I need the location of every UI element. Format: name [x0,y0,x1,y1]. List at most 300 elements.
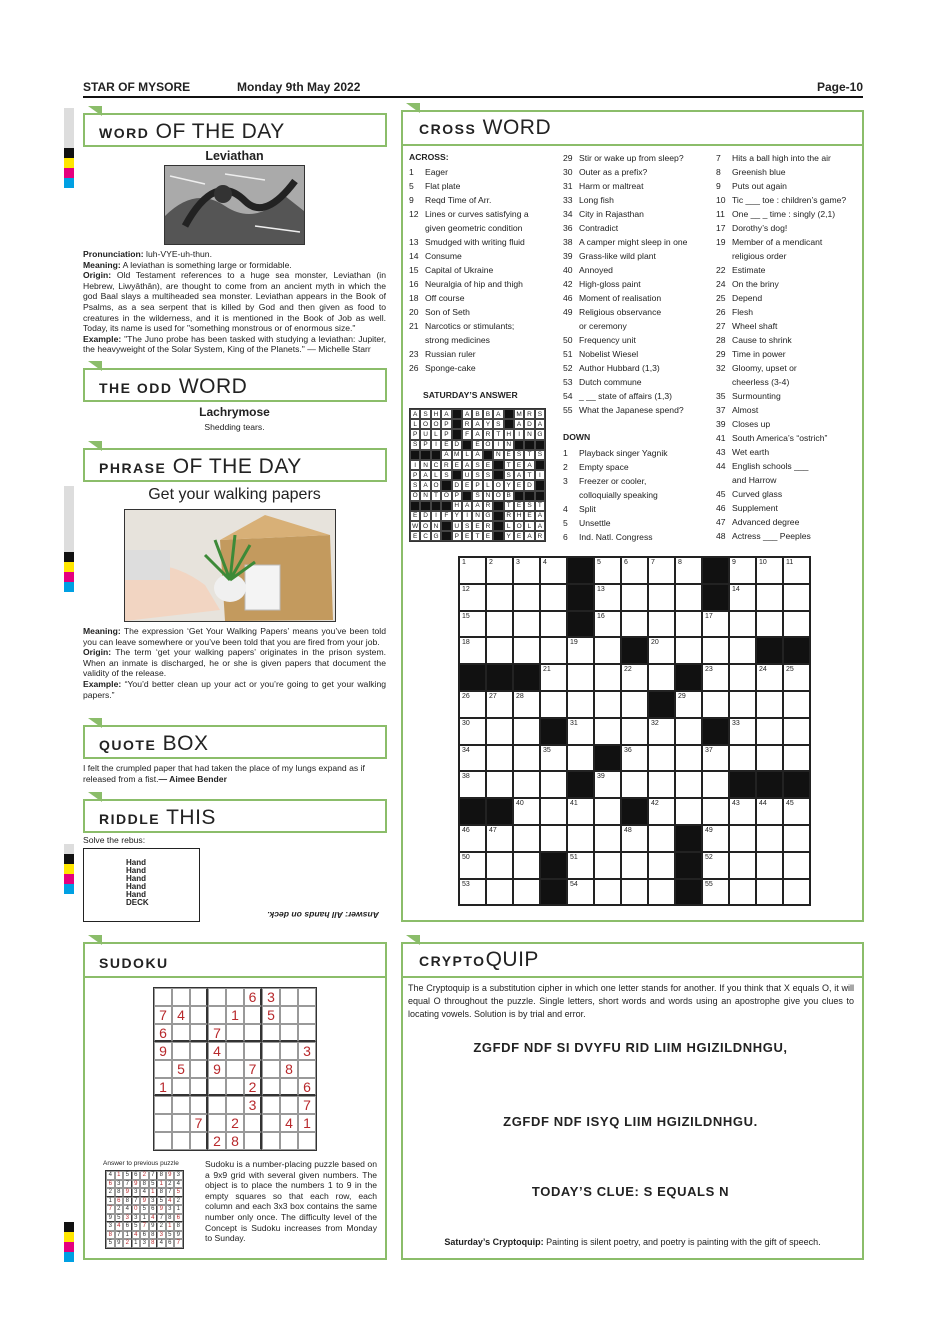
sudoku-cell[interactable]: 7 [244,1060,262,1078]
crossword-cell[interactable] [675,745,702,772]
previous-answer-cell: 5 [166,1231,175,1240]
crossword-cell[interactable] [648,879,675,906]
sudoku-cell[interactable] [262,1078,280,1096]
crossword-cell[interactable]: 11 [783,557,810,584]
answer-cell: P [441,429,451,439]
crossword-cell[interactable]: 15 [459,611,486,638]
crossword-cell[interactable]: 53 [459,879,486,906]
sudoku-cell[interactable] [154,1114,172,1132]
sudoku-cell[interactable]: 7 [154,1006,172,1024]
previous-answer-cell: 1 [115,1171,124,1180]
crossword-cell[interactable] [513,852,540,879]
sudoku-cell[interactable] [262,1042,280,1060]
answer-cell [441,501,451,511]
answer-cell: C [420,531,430,541]
crossword-cell[interactable]: 17 [702,611,729,638]
sudoku-cell[interactable]: 5 [262,1006,280,1024]
sudoku-cell[interactable] [208,1078,226,1096]
cryptoquip-title: CRYPTOQUIP [419,948,539,971]
crossword-cell[interactable] [621,879,648,906]
answer-cell: S [441,470,451,480]
sudoku-cell[interactable] [280,988,298,1006]
crossword-cell[interactable]: 19 [567,637,594,664]
previous-answer-cell: 7 [132,1197,141,1206]
crossword-cell[interactable]: 26 [459,691,486,718]
sudoku-cell[interactable]: 7 [298,1096,316,1114]
crossword-cell[interactable] [648,771,675,798]
crossword-cell[interactable] [486,584,513,611]
crossword-cell[interactable] [729,637,756,664]
crossword-cell[interactable] [675,771,702,798]
answer-cell: A [472,450,482,460]
crossword-cell[interactable]: 51 [567,852,594,879]
crossword-cell[interactable] [756,879,783,906]
sudoku-cell[interactable] [298,1006,316,1024]
crossword-cell[interactable] [783,879,810,906]
clue: 15 Capital of Ukraine [409,265,494,275]
answer-cell: N [524,429,534,439]
crossword-cell[interactable]: 37 [702,745,729,772]
odd-word-title: THE ODD WORD [99,375,248,398]
crossword-cell[interactable] [783,718,810,745]
sudoku-cell[interactable]: 8 [226,1132,244,1150]
sudoku-cell[interactable] [208,988,226,1006]
crossword-cell[interactable]: 25 [783,664,810,691]
crossword-cell[interactable] [756,691,783,718]
answer-cell: H [514,511,524,521]
sudoku-cell[interactable]: 4 [172,1006,190,1024]
sudoku-cell[interactable] [262,1096,280,1114]
crossword-cell[interactable] [486,879,513,906]
sudoku-cell[interactable] [190,1132,208,1150]
crossword-cell[interactable]: 13 [594,584,621,611]
phrase-text: Get your walking papers [148,486,321,503]
crossword-cell[interactable] [756,584,783,611]
sudoku-cell[interactable] [190,1042,208,1060]
answer-cell: Y [504,531,514,541]
crossword-cell[interactable]: 49 [702,825,729,852]
answer-cell: A [535,521,545,531]
crossword-cell[interactable] [621,611,648,638]
sudoku-cell[interactable]: 1 [154,1078,172,1096]
crossword-cell[interactable] [729,879,756,906]
answer-cell [535,460,545,470]
previous-answer-cell: 7 [166,1188,175,1197]
crossword-cell[interactable] [648,825,675,852]
answer-cell [504,409,514,419]
crossword-cell[interactable] [513,718,540,745]
crossword-cell[interactable] [594,664,621,691]
crossword-cell[interactable]: 31 [567,718,594,745]
answer-cell: A [493,409,503,419]
crossword-cell[interactable]: 10 [756,557,783,584]
sudoku-cell[interactable] [298,1132,316,1150]
crossword-cell[interactable] [702,637,729,664]
crossword-cell[interactable] [486,718,513,745]
sudoku-cell[interactable] [190,1024,208,1042]
crossword-cell[interactable] [783,584,810,611]
answer-cell: U [420,429,430,439]
crossword-cell[interactable]: 7 [648,557,675,584]
crossword-cell[interactable] [486,611,513,638]
crossword-cell[interactable] [702,771,729,798]
crossword-cell[interactable] [729,852,756,879]
crossword-cell[interactable] [513,879,540,906]
sudoku-cell[interactable]: 7 [190,1114,208,1132]
crossword-cell[interactable] [513,611,540,638]
sudoku-cell[interactable] [244,1114,262,1132]
crossword-cell[interactable] [675,718,702,745]
crossword-cell[interactable]: 30 [459,718,486,745]
crossword-cell[interactable]: 38 [459,771,486,798]
sudoku-cell[interactable] [190,1096,208,1114]
crossword-cell[interactable] [729,664,756,691]
sudoku-cell[interactable] [226,988,244,1006]
crossword-cell[interactable] [513,745,540,772]
cryptoquip-title-box [401,942,864,978]
crossword-cell[interactable] [594,798,621,825]
crossword-cell[interactable] [621,691,648,718]
answer-cell: A [462,501,472,511]
sudoku-cell[interactable] [172,1024,190,1042]
sudoku-cell[interactable] [154,1096,172,1114]
sudoku-cell[interactable]: 4 [280,1114,298,1132]
crossword-cell[interactable]: 45 [783,798,810,825]
crossword-cell[interactable]: 29 [675,691,702,718]
crossword-cell[interactable]: 54 [567,879,594,906]
crossword-cell[interactable] [621,771,648,798]
crossword-cell[interactable] [540,798,567,825]
answer-cell: A [535,511,545,521]
sudoku-cell[interactable]: 3 [262,988,280,1006]
crossword-cell[interactable]: 8 [675,557,702,584]
sudoku-cell[interactable] [190,1078,208,1096]
answer-cell: A [462,409,472,419]
crossword-cell[interactable] [729,825,756,852]
crossword-cell[interactable] [594,852,621,879]
crossword-cell[interactable] [729,745,756,772]
crossword-cell[interactable]: 36 [621,745,648,772]
crossword-cell[interactable]: 23 [702,664,729,691]
page-header [83,80,863,98]
crossword-cell[interactable]: 34 [459,745,486,772]
sudoku-cell[interactable] [172,1114,190,1132]
clue: 39 Grass-like wild plant [563,251,656,261]
sudoku-cell[interactable]: 7 [208,1024,226,1042]
crossword-cell[interactable]: 46 [459,825,486,852]
sudoku-cell[interactable] [280,1078,298,1096]
sudoku-cell[interactable] [280,1024,298,1042]
crossword-cell[interactable] [702,798,729,825]
sudoku-cell[interactable]: 3 [298,1042,316,1060]
black-square [756,771,783,798]
crossword-cell[interactable] [783,691,810,718]
crossword-cell[interactable]: 32 [648,718,675,745]
answer-cell: G [431,531,441,541]
previous-answer-cell: 3 [149,1197,158,1206]
sudoku-cell[interactable] [280,1006,298,1024]
sudoku-cell[interactable]: 3 [244,1096,262,1114]
crossword-cell[interactable]: 55 [702,879,729,906]
crossword-cell[interactable]: 22 [621,664,648,691]
crossword-cell[interactable] [621,718,648,745]
sudoku-cell[interactable]: 2 [244,1078,262,1096]
crossword-cell[interactable] [486,771,513,798]
crossword-cell[interactable] [540,611,567,638]
previous-answer-cell: 1 [123,1231,132,1240]
crossword-cell[interactable]: 50 [459,852,486,879]
previous-answer-cell: 7 [106,1205,115,1214]
sudoku-cell[interactable] [226,1042,244,1060]
crossword-cell[interactable] [486,852,513,879]
clue: 28 Cause to shrink [716,335,792,345]
sudoku-cell[interactable] [244,1024,262,1042]
answer-cell: P [420,440,430,450]
sudoku-cell[interactable] [280,1042,298,1060]
crossword-cell[interactable] [513,637,540,664]
sudoku-cell[interactable]: 4 [208,1042,226,1060]
crossword-cell[interactable] [540,825,567,852]
sudoku-cell[interactable] [298,988,316,1006]
crossword-cell[interactable]: 2 [486,557,513,584]
sudoku-cell[interactable] [262,1114,280,1132]
crossword-cell[interactable] [756,825,783,852]
clue: 26 Sponge-cake [409,363,476,373]
crossword-cell[interactable] [729,691,756,718]
crossword-cell[interactable] [594,718,621,745]
clue: 29 Time in power [716,349,786,359]
sudoku-cell[interactable]: 8 [280,1060,298,1078]
crossword-cell[interactable] [675,637,702,664]
clue: 9 Reqd Time of Arr. [409,195,492,205]
previous-answer-cell: 2 [174,1197,183,1206]
sudoku-cell[interactable]: 2 [226,1114,244,1132]
crossword-cell[interactable] [675,584,702,611]
crossword-cell[interactable] [702,691,729,718]
crossword-cell[interactable] [594,691,621,718]
crossword-cell[interactable] [567,745,594,772]
crossword-cell[interactable] [648,584,675,611]
crossword-cell[interactable] [756,718,783,745]
crossword-cell[interactable] [594,879,621,906]
crossword-cell[interactable]: 42 [648,798,675,825]
answer-cell: H [431,409,441,419]
sudoku-cell[interactable] [280,1132,298,1150]
crossword-cell[interactable] [540,771,567,798]
sudoku-cell[interactable] [244,1042,262,1060]
crossword-cell[interactable]: 3 [513,557,540,584]
crossword-cell[interactable] [783,745,810,772]
crossword-cell[interactable] [567,825,594,852]
sudoku-cell[interactable] [208,1114,226,1132]
crossword-cell[interactable] [594,825,621,852]
answer-cell: T [535,501,545,511]
sudoku-cell[interactable] [190,1060,208,1078]
sudoku-cell[interactable]: 9 [154,1042,172,1060]
black-square [729,771,756,798]
previous-answer-cell: 8 [157,1188,166,1197]
crossword-cell[interactable]: 35 [540,745,567,772]
answer-cell: U [462,470,472,480]
clue: 37 Almost [716,405,759,415]
sudoku-cell[interactable] [262,1060,280,1078]
clue: 48 Actress ___ Peeples [716,531,811,541]
odd-word-title-box [83,368,387,402]
previous-answer-cell: 6 [140,1231,149,1240]
sudoku-cell[interactable] [280,1096,298,1114]
answer-cell [452,429,462,439]
crossword-cell[interactable]: 52 [702,852,729,879]
crossword-cell[interactable] [540,691,567,718]
clue: 25 Depend [716,293,763,303]
answer-cell: E [514,480,524,490]
sudoku-cell[interactable] [190,1006,208,1024]
crossword-cell[interactable]: 21 [540,664,567,691]
sudoku-cell[interactable] [244,1006,262,1024]
previous-answer-cell: 3 [157,1231,166,1240]
crossword-cell[interactable]: 6 [621,557,648,584]
crossword-cell[interactable]: 4 [540,557,567,584]
crossword-cell[interactable] [783,852,810,879]
crossword-cell[interactable]: 48 [621,825,648,852]
previous-answer-cell: 3 [123,1214,132,1223]
answer-cell: E [514,460,524,470]
sudoku-grid[interactable] [153,987,317,1151]
sudoku-cell[interactable]: 5 [172,1060,190,1078]
crossword-cell[interactable]: 14 [729,584,756,611]
crossword-cell[interactable] [540,637,567,664]
previous-answer-cell: 4 [106,1171,115,1180]
crossword-cell[interactable]: 20 [648,637,675,664]
sudoku-cell[interactable] [154,1132,172,1150]
answer-cell: A [472,419,482,429]
crossword-cell[interactable]: 33 [729,718,756,745]
sudoku-cell[interactable]: 6 [298,1078,316,1096]
previous-answer-cell: 6 [106,1180,115,1189]
crossword-cell[interactable] [675,611,702,638]
crossword-cell[interactable]: 1 [459,557,486,584]
crossword-cell[interactable] [756,852,783,879]
sudoku-cell[interactable]: 1 [226,1006,244,1024]
clue: 2 Empty space [563,462,629,472]
sudoku-cell[interactable] [226,1024,244,1042]
sudoku-cell[interactable] [172,1132,190,1150]
crossword-cell[interactable] [594,637,621,664]
answer-cell: E [472,521,482,531]
crossword-cell[interactable] [648,852,675,879]
crossword-cell[interactable]: 39 [594,771,621,798]
crossword-cell[interactable]: 18 [459,637,486,664]
previous-answer-cell: 5 [106,1239,115,1248]
sudoku-cell[interactable]: 1 [298,1114,316,1132]
sudoku-cell[interactable]: 6 [244,988,262,1006]
black-square [567,771,594,798]
crossword-cell[interactable]: 5 [594,557,621,584]
sudoku-title-box [83,942,387,978]
previous-answer-cell: 6 [149,1205,158,1214]
crossword-cell[interactable]: 28 [513,691,540,718]
crossword-cell[interactable] [540,584,567,611]
answer-cell: P [441,419,451,429]
sudoku-cell[interactable] [226,1078,244,1096]
crossword-cell[interactable] [486,745,513,772]
crossword-cell[interactable]: 24 [756,664,783,691]
sudoku-cell[interactable] [298,1060,316,1078]
sudoku-cell[interactable] [244,1132,262,1150]
crossword-cell[interactable] [567,664,594,691]
crossword-cell[interactable] [486,637,513,664]
todays-clue: TODAY’S CLUE: S EQUALS N [531,1184,730,1199]
crossword-cell[interactable]: 44 [756,798,783,825]
clue: or ceremony [579,321,627,331]
crossword-cell[interactable] [621,584,648,611]
crossword-cell[interactable]: 27 [486,691,513,718]
sudoku-cell[interactable]: 6 [154,1024,172,1042]
phrase-title: PHRASE OF THE DAY [99,455,302,478]
sudoku-cell[interactable] [172,1078,190,1096]
clue: 13 Smudged with writing fluid [409,237,525,247]
previous-answer-cell: 4 [140,1188,149,1197]
clue: strong medicines [425,335,490,345]
crossword-cell[interactable] [648,664,675,691]
sudoku-cell[interactable] [208,1006,226,1024]
crossword-cell[interactable]: 40 [513,798,540,825]
answer-cell [483,450,493,460]
answer-cell: R [524,409,534,419]
sudoku-cell[interactable] [154,988,172,1006]
crossword-cell[interactable] [783,611,810,638]
sudoku-cell[interactable] [154,1060,172,1078]
crossword-cell[interactable] [648,611,675,638]
crossword-cell[interactable] [513,771,540,798]
previous-answer-cell: 9 [149,1222,158,1231]
crossword-cell[interactable] [648,745,675,772]
previous-answer-cell: 8 [123,1197,132,1206]
crossword-cell[interactable]: 12 [459,584,486,611]
crossword-cell[interactable]: 16 [594,611,621,638]
crossword-cell[interactable] [756,611,783,638]
sudoku-cell[interactable] [226,1060,244,1078]
print-bar [64,874,74,884]
sudoku-cell[interactable] [298,1024,316,1042]
clue: 24 On the briny [716,279,779,289]
crossword-cell[interactable] [513,825,540,852]
crossword-cell[interactable] [621,852,648,879]
sudoku-cell[interactable] [226,1096,244,1114]
crossword-cell[interactable] [729,611,756,638]
sudoku-cell[interactable]: 2 [208,1132,226,1150]
crossword-cell[interactable] [567,691,594,718]
crossword-cell[interactable] [783,825,810,852]
print-bar [64,486,74,552]
crossword-cell[interactable]: 9 [729,557,756,584]
crossword-cell[interactable]: 43 [729,798,756,825]
crossword-cell[interactable]: 47 [486,825,513,852]
sudoku-cell[interactable] [262,1024,280,1042]
crossword-cell[interactable]: 41 [567,798,594,825]
sudoku-cell[interactable] [172,988,190,1006]
sudoku-cell[interactable] [262,1132,280,1150]
crossword-cell[interactable] [756,745,783,772]
sudoku-cell[interactable] [208,1096,226,1114]
sudoku-cell[interactable] [172,1096,190,1114]
crossword-cell[interactable] [513,584,540,611]
crossword-cell[interactable] [675,798,702,825]
sudoku-cell[interactable]: 9 [208,1060,226,1078]
sudoku-cell[interactable] [172,1042,190,1060]
previous-answer-cell: 4 [157,1239,166,1248]
sudoku-cell[interactable] [190,988,208,1006]
